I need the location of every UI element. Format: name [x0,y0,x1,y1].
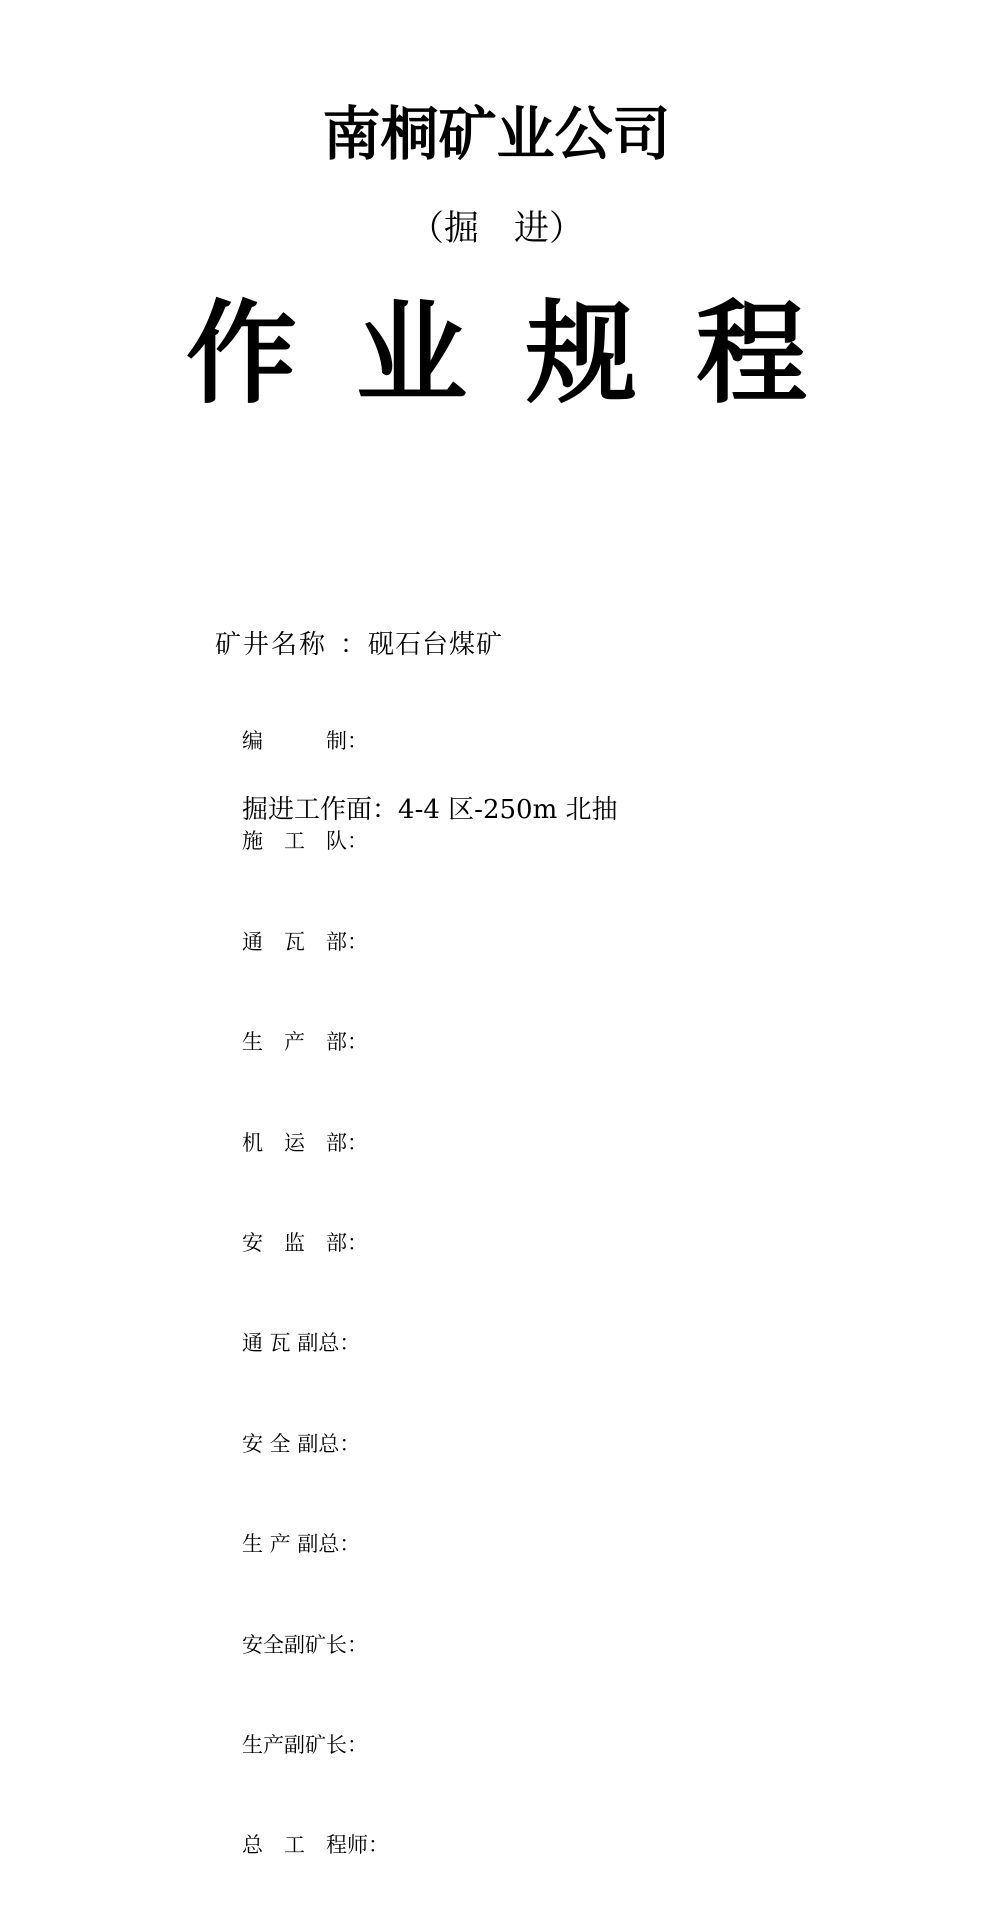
signature-block [242,667,389,1920]
signature-line-production-deputy-chief: 生 产 副总： [242,1532,361,1557]
signature-line-construction-team: 施 工 队： [242,829,368,854]
signature-line-chief-engineer: 总 工 程师： [242,1833,389,1858]
working-face-label: 掘进工作面 [242,795,373,825]
signature-line-safety-deputy-mine-director: 安全副矿长： [242,1632,368,1657]
company-title: 南桐矿业公司 [322,100,671,168]
signature-line-safety-deputy-chief: 安 全 副总： [242,1431,361,1456]
signature-line-mechanical-transport-dept: 机 运 部： [242,1130,368,1155]
signature-line-ventilation-gas-dept: 通 瓦 部： [242,929,368,954]
parenthetical-subtitle: （掘 进） [408,209,584,249]
mine-name-separator: ： [340,630,367,660]
signature-line-production-deputy-mine-director: 生产副矿长： [242,1732,368,1757]
mine-name-value: 砚石台煤矿 [368,630,504,660]
signature-line-safety-supervision-dept: 安 监 部： [242,1230,368,1255]
working-face-separator: ： [372,795,399,825]
signature-line-compiled-by: 编 制： [242,729,368,753]
working-face-value: 4-4 区-250m 北抽 [398,795,618,825]
mine-name-line [215,618,618,673]
signature-line-ventilation-gas-deputy-chief: 通 瓦 副总： [242,1331,361,1356]
main-title: 作业规程 [185,289,866,419]
mine-name-label: 矿井名称 [215,630,328,660]
signature-line-production-dept: 生 产 部： [242,1030,368,1055]
